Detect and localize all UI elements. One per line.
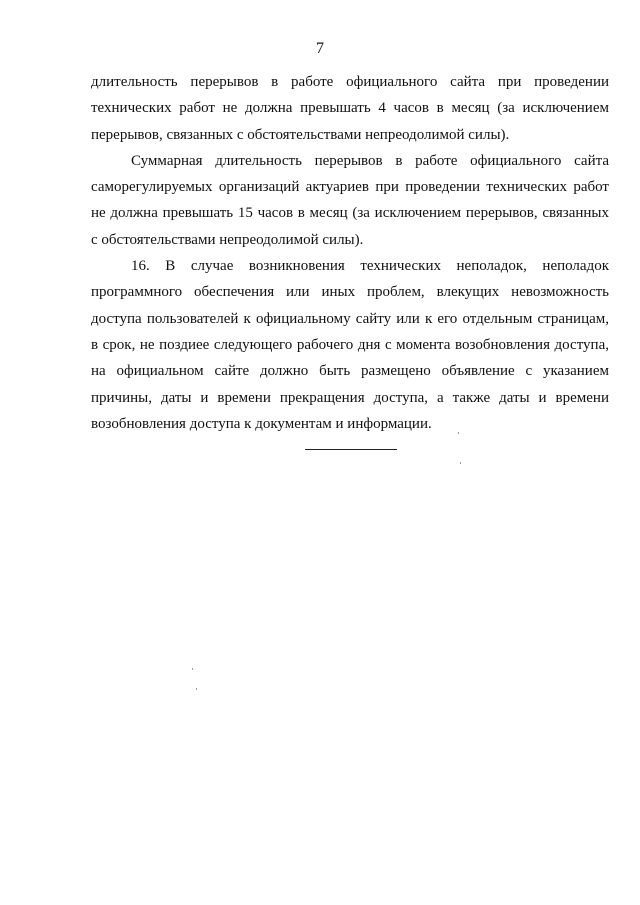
scan-speck	[458, 432, 459, 434]
scan-speck	[460, 462, 461, 464]
text-line: с обстоятельствами непреодолимой силы).	[91, 231, 364, 248]
text-line: в срок, не поздиее следующего рабочего дня с момента возобновления доступа,	[91, 336, 609, 353]
text-line: длительность перерывов в работе официального сайта при проведении	[91, 74, 609, 90]
scan-speck	[196, 688, 197, 690]
text-line: технических работ не должна превышать 4 часов в месяц (за исключением	[91, 100, 609, 117]
text-line: возобновления доступа к документам и информации.	[91, 415, 432, 432]
text-line: на официальном сайте должно быть размещено объявление с указанием	[91, 363, 609, 380]
text-line: Суммарная длительность перерывов в работе официального сайта	[131, 152, 609, 169]
paragraph-2	[91, 148, 609, 253]
scan-speck	[192, 668, 193, 670]
paragraph-1	[91, 69, 609, 148]
text-line: перерывов, связанных с обстоятельствами непреодолимой силы).	[91, 126, 510, 143]
text-line: программного обеспечения или иных проблем, влекущих невозможность	[91, 284, 609, 301]
text-line: саморегулируемых организаций актуариев при проведении технических работ	[91, 179, 609, 196]
end-of-document-rule	[305, 449, 397, 450]
page-number: 7	[316, 40, 324, 57]
text-line: доступа пользователей к официальному сайту или к его отдельным страницам,	[91, 310, 609, 327]
document-body	[91, 69, 609, 437]
text-line: не должна превышать 15 часов в месяц (за исключением перерывов, связанных	[91, 205, 609, 222]
text-line: причины, даты и времени прекращения доступа, а также даты и времени	[91, 389, 609, 406]
text-line: 16. В случае возникновения технических неполадок, неполадок	[131, 258, 609, 275]
paragraph-3	[91, 253, 609, 437]
